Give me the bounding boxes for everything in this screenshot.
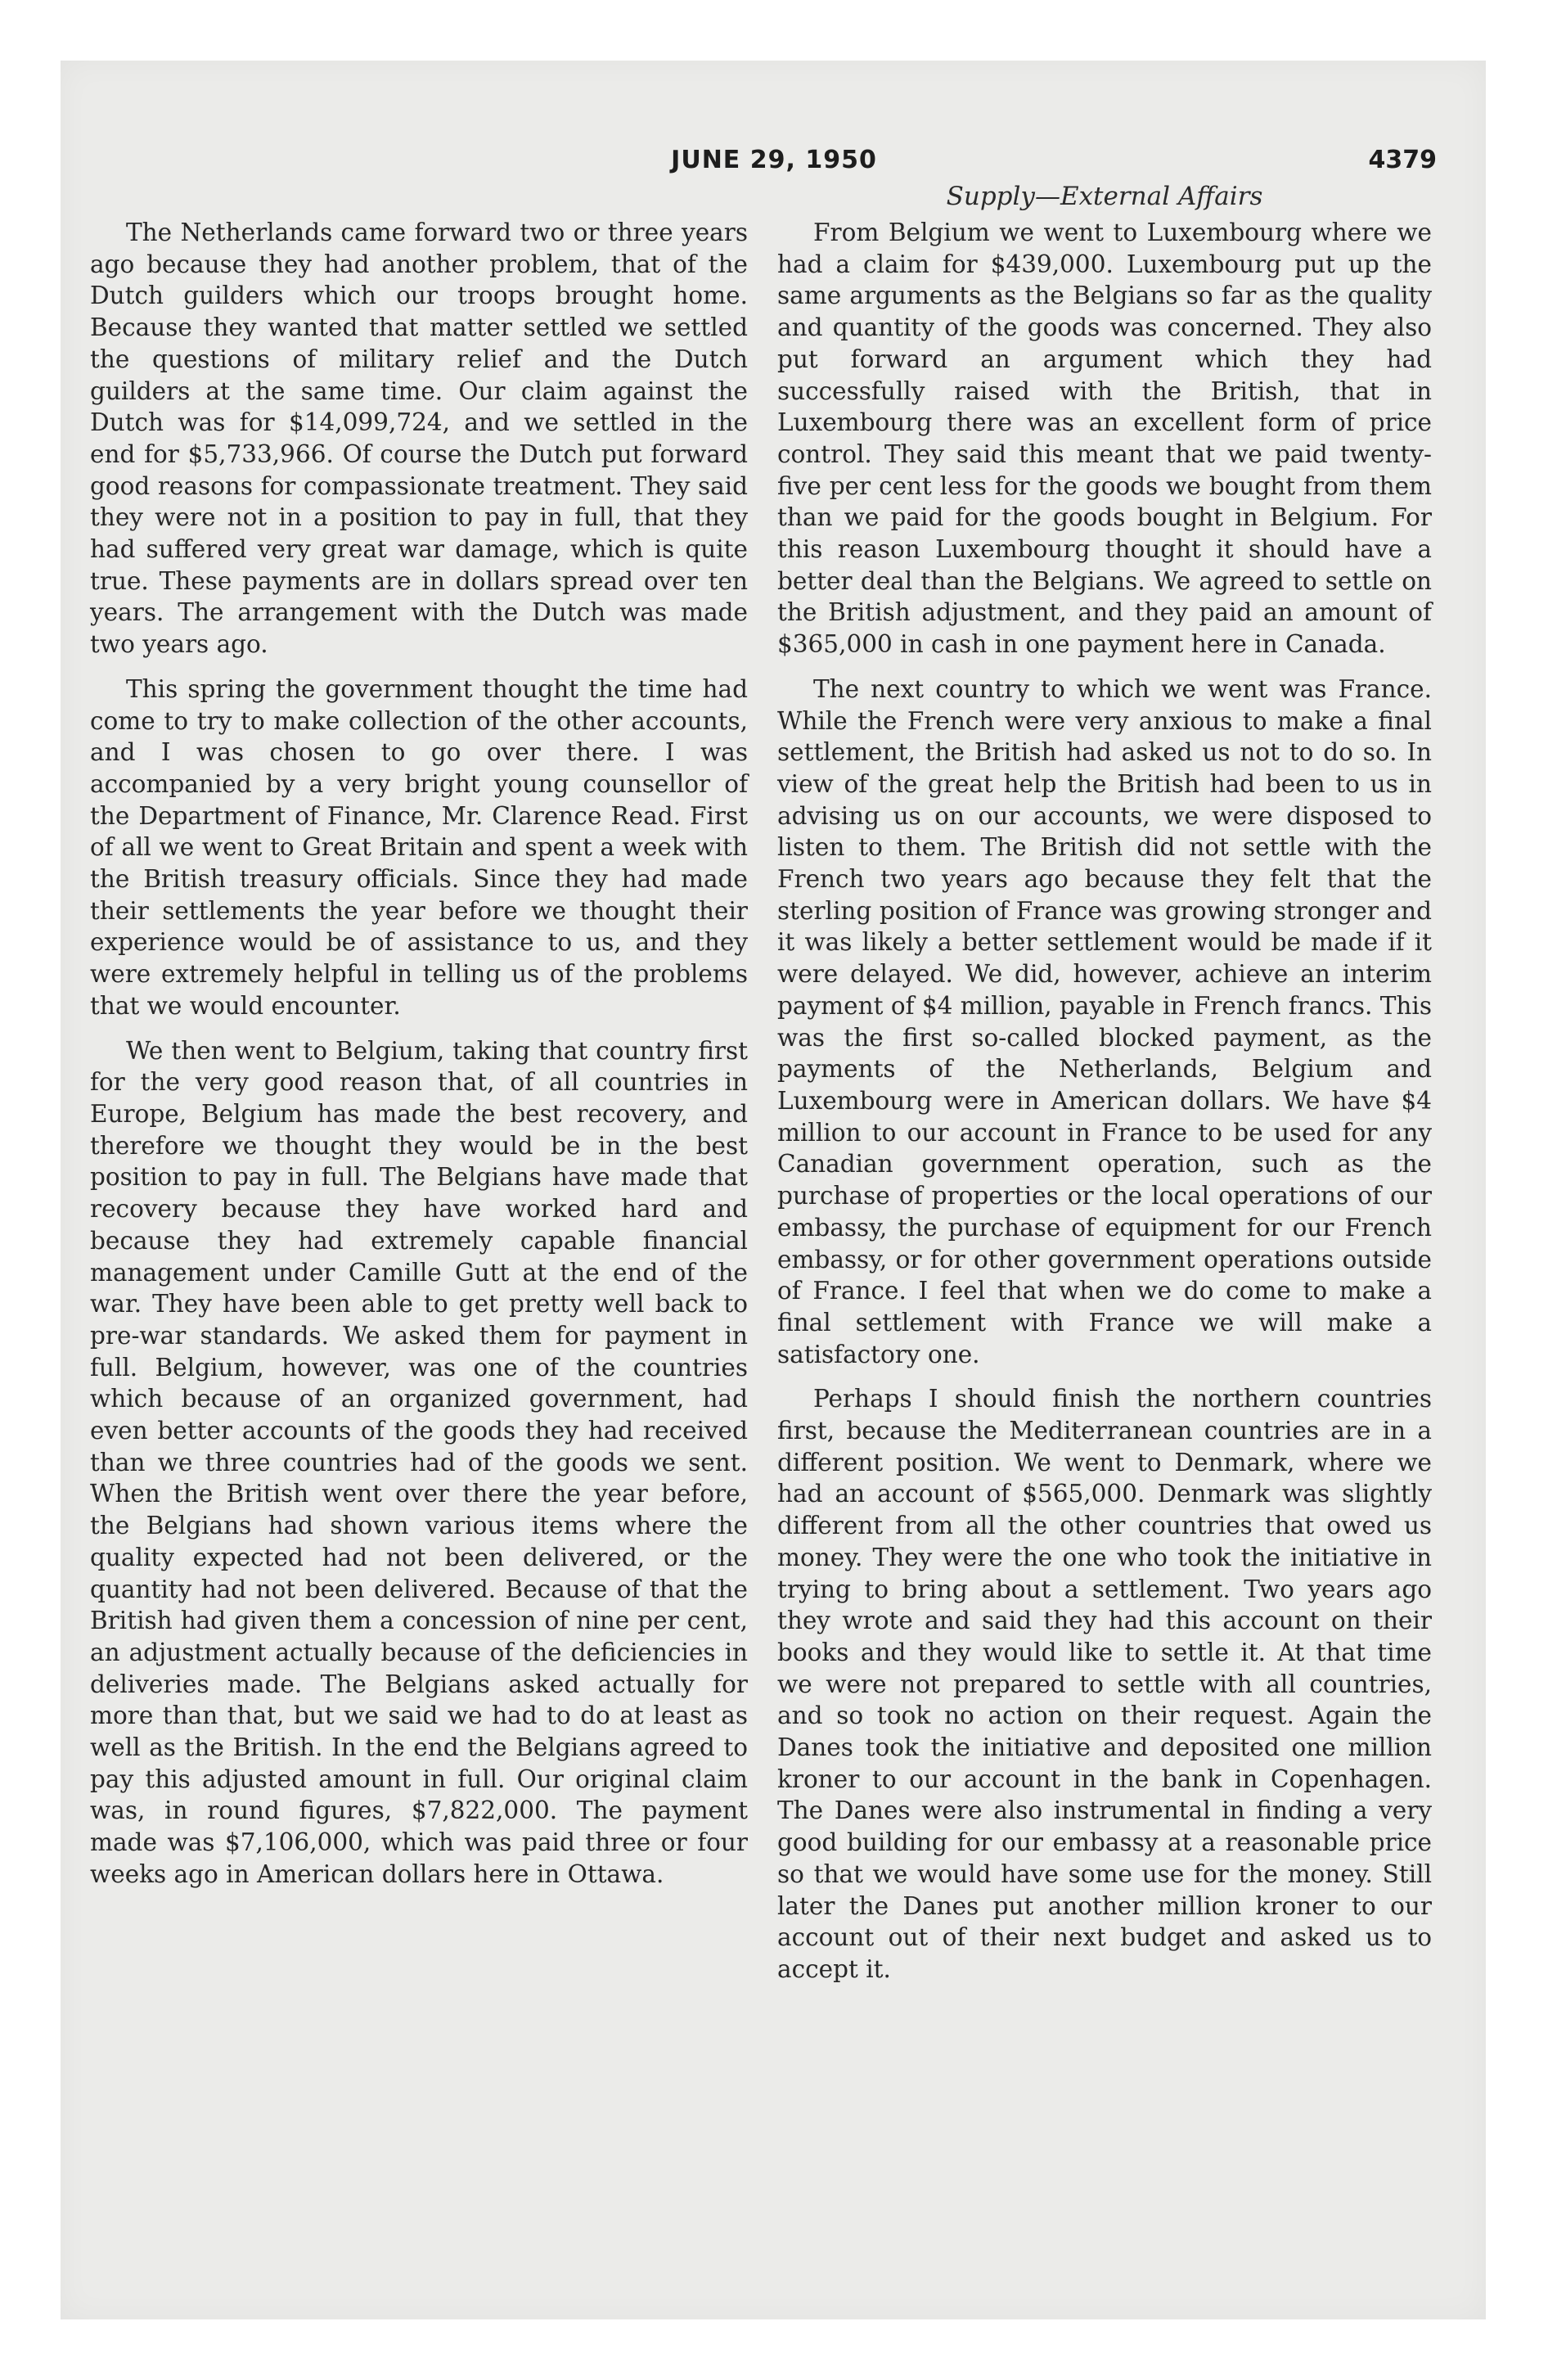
running-header bbox=[0, 146, 1548, 178]
left-column bbox=[90, 217, 748, 1904]
page-number: 4379 bbox=[1368, 146, 1437, 174]
paragraph-denmark: Perhaps I should finish the northern countries first, because the Mediterranean countries are in a different position. We went to Denmark, where we had an account of $565,000. Denmark was slightly different from all the other countries that owed us money. They were the one who took the initiative in trying to bring about a settlement. Two years ago they wrote and said they had this account on their books and they would like to settle it. At that time we were not prepared to settle with all countries, and so took no action on their request. Again the Danes took the initiative and deposited one million kroner to our account in the bank in Copenhagen. The Danes were also instrumental in finding a very good building for our embassy at a reasonable price so that we would have some use for the money. Still later the Danes put another million kroner to our account out of their next budget and asked us to accept it. bbox=[777, 1385, 1432, 1983]
paragraph-luxembourg: From Belgium we went to Luxembourg where we had a claim for $439,000. Luxembourg put up the same arguments as the Belgians so far as the quality and quantity of the goods was concerned. They also put forward an argument which they had successfully raised with the British, that in Luxembourg there was an excellent form of price control. They said this meant that we paid twenty-five per cent less for the goods we bought from them than we paid for the goods bought in Belgium. For this reason Luxembourg thought it should have a better deal than the Belgians. We agreed to settle on the British adjustment, and they paid an amount of $365,000 in cash in one payment here in Canada. bbox=[777, 219, 1432, 659]
paragraph-netherlands: The Netherlands came forward two or three years ago because they had another problem, that of the Dutch guilders which our troops brought home. Because they wanted that matter settled we settled the questions of military relief and the Dutch guilders at the same time. Our claim against the Dutch was for $14,099,724, and we settled in the end for $5,733,966. Of course the Dutch put forward good reasons for compassionate treatment. They said they were not in a position to pay in full, that they had suffered very great war damage, which is quite true. These payments are in dollars spread over ten years. The arrangement with the Dutch was made two years ago. bbox=[90, 219, 748, 659]
paragraph-france: The next country to which we went was France. While the French were very anxious to make a final settlement, the British had asked us not to do so. In view of the great help the British had been to us in advising us on our accounts, we were disposed to listen to them. The British did not settle with the French two years ago because they felt that the sterling position of France was growing stronger and it was likely a better settlement would be made if it were delayed. We did, however, achieve an interim payment of $4 million, payable in French francs. This was the first so-called blocked payment, as the payments of the Netherlands, Belgium and Luxembourg were in American dollars. We have $4 million to our account in France to be used for any Canadian government operation, such as the purchase of properties or the local operations of our embassy, the purchase of equipment for our French embassy, or for other government operations outside of France. I feel that when we do come to make a final settlement with France we will make a satisfactory one. bbox=[777, 674, 1432, 1368]
header-date: JUNE 29, 1950 bbox=[671, 146, 877, 174]
paragraph-belgium: We then went to Belgium, taking that country first for the very good reason that, of all countries in Europe, Belgium has made the best recovery, and therefore we thought they would be in the best position to pay in full. The Belgians have made that recovery because they have worked hard and because they had extremely capable financial management under Camille Gutt at the end of the war. They have been able to get pretty well back to pre-war standards. We asked them for payment in full. Belgium, however, was one of the countries which because of an organized government, had even better accounts of the goods they had received than we three countries had of the goods we sent. When the British went over there the year before, the Belgians had shown various items where the quality expected had not been delivered, or the quantity had not been delivered. Because of that the British had given them a concession of nine per cent, an adjustment actually because of the deficiencies in deliveries made. The Belgians asked actually for more than that, but we said we had to do at least as well as the British. In the end the Belgians agreed to pay this adjusted amount in full. Our original claim was, in round figures, $7,822,000. The payment made was $7,106,000, which was paid three or four weeks ago in American dollars here in Ottawa. bbox=[90, 1036, 748, 1888]
right-column bbox=[777, 217, 1432, 1999]
section-title: Supply—External Affairs bbox=[946, 182, 1263, 211]
paragraph-spring-collection: This spring the government thought the time had come to try to make collection of the other accounts, and I was chosen to go over there. I was accompanied by a very bright young counsellor of the Department of Finance, Mr. Clarence Read. First of all we went to Great Britain and spent a week with the British treasury officials. Since they had made their settlements the year before we thought their experience would be of assistance to us, and they were extremely helpful in telling us of the problems that we would encounter. bbox=[90, 674, 748, 1020]
